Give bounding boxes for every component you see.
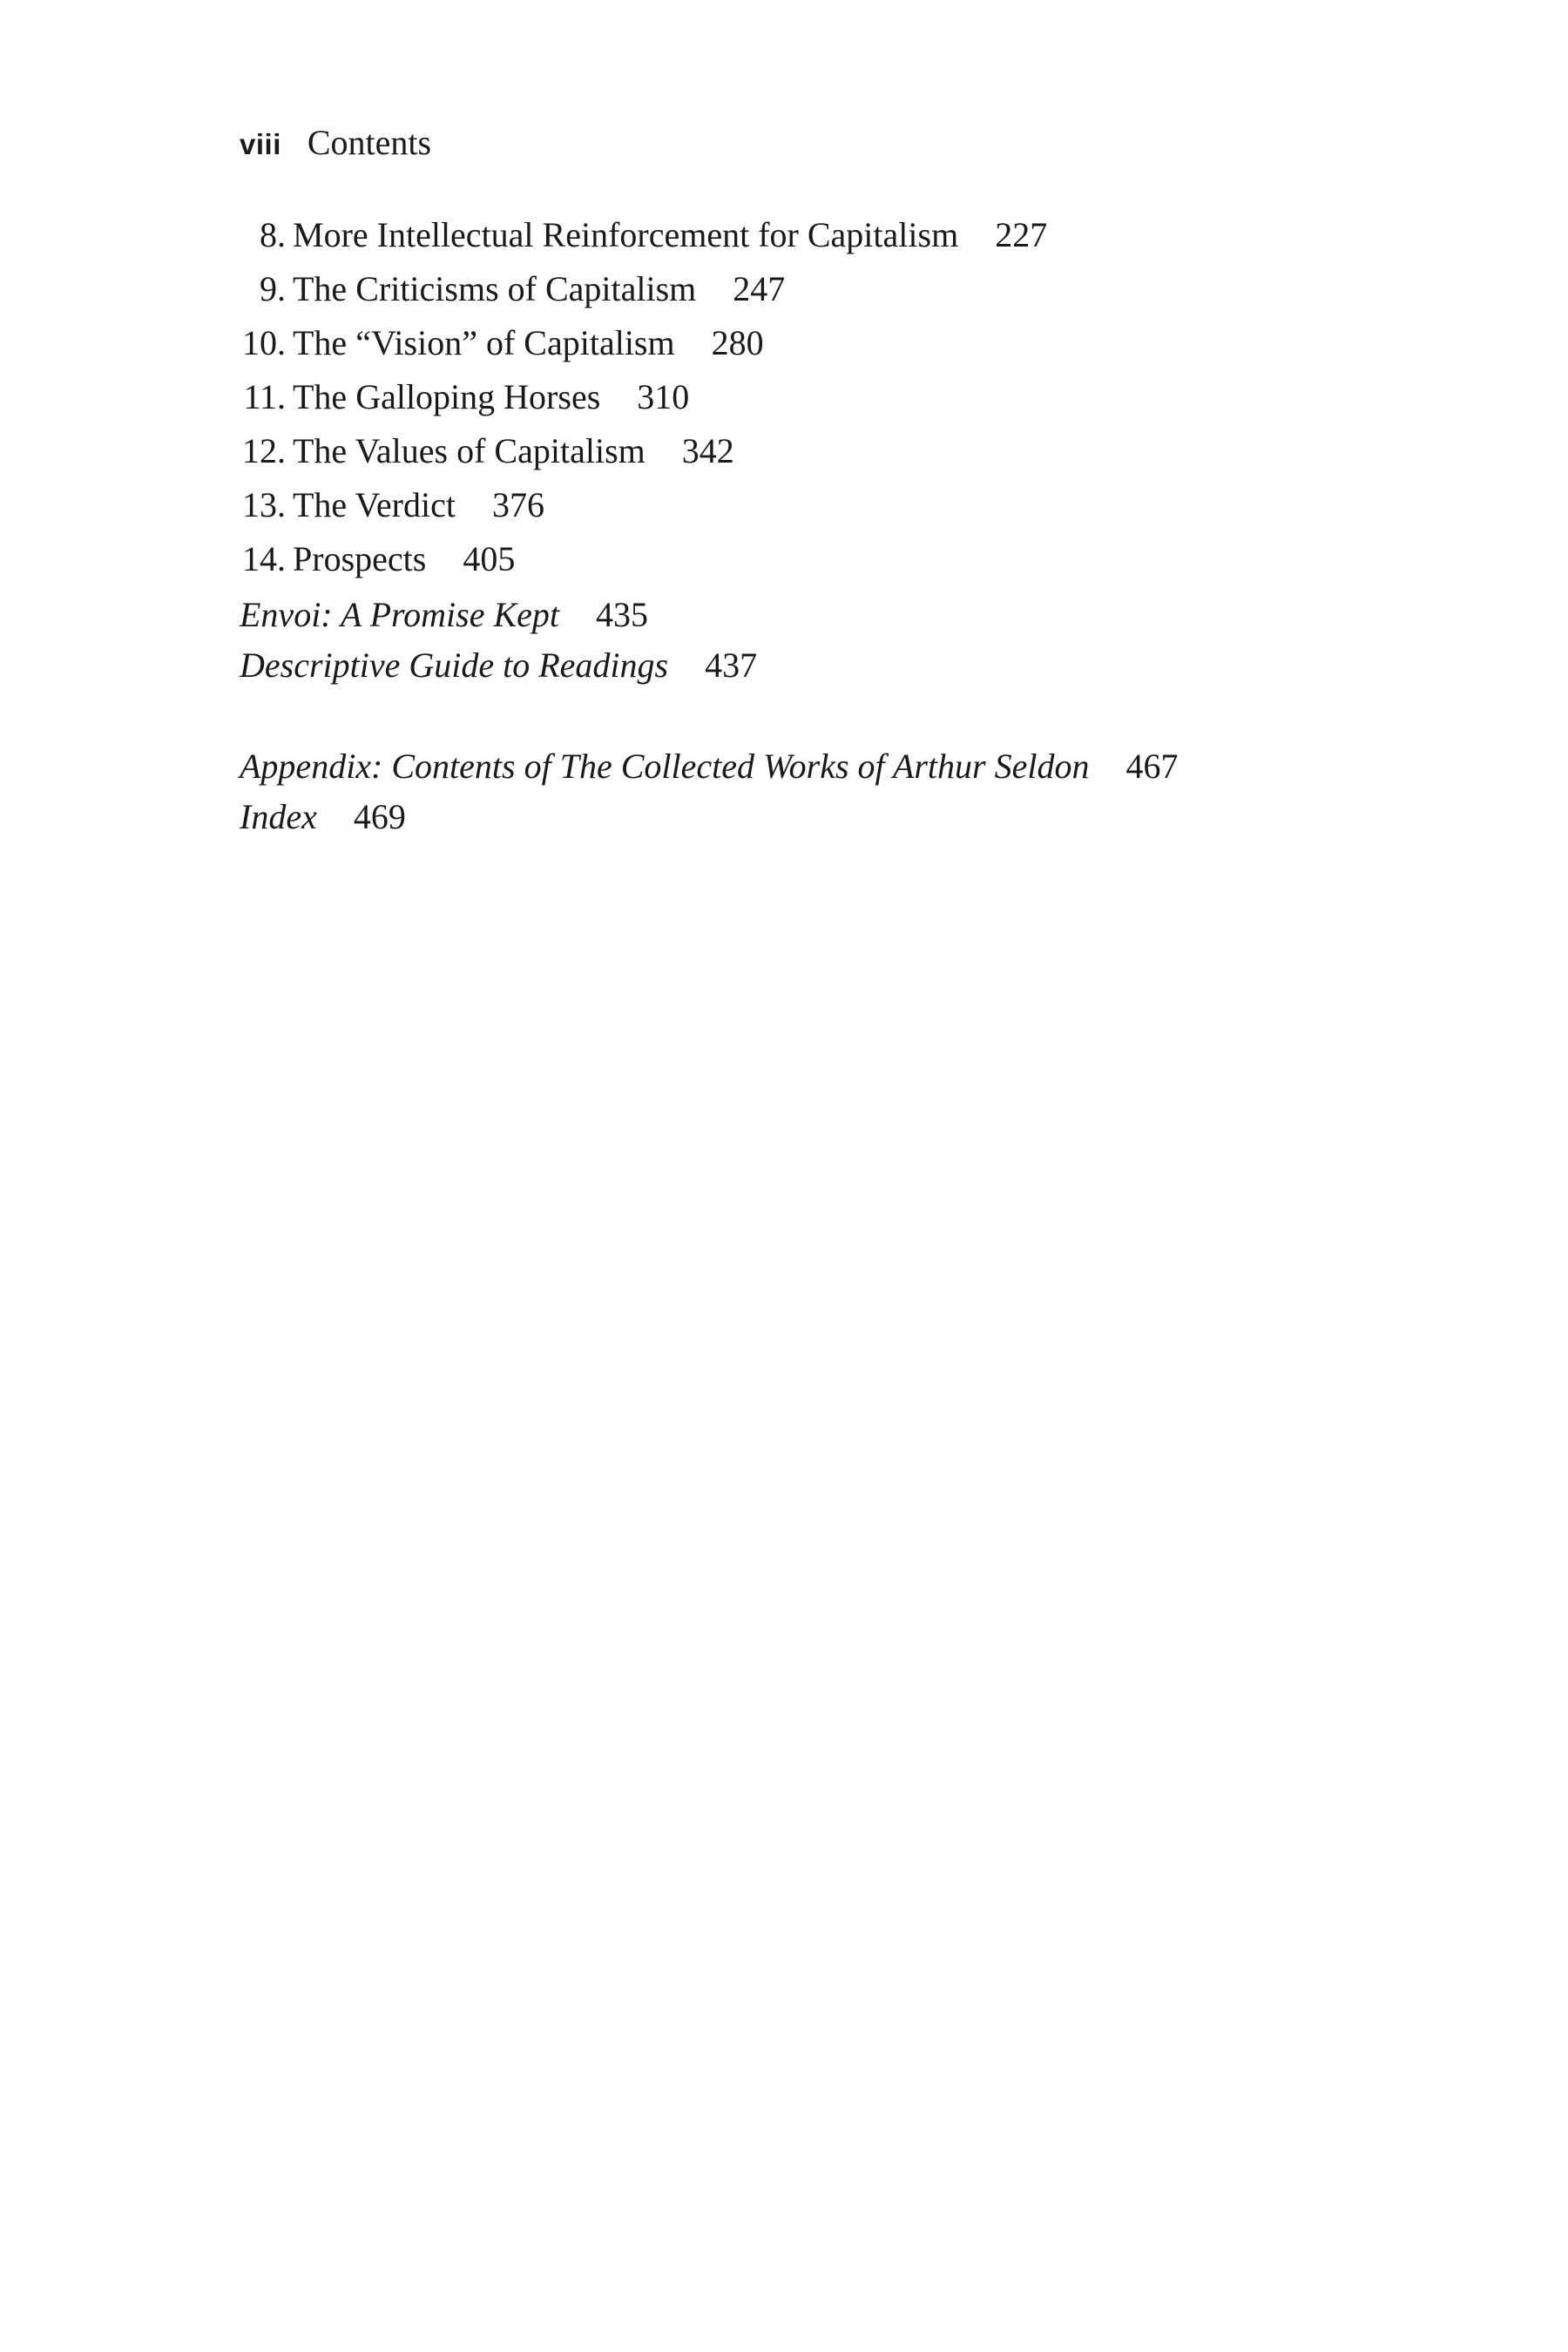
back-matter-title: Index <box>240 797 317 836</box>
contents-entry-chapter-14 <box>240 537 515 581</box>
back-matter-title: Appendix: Contents of The Collected Works of Arthur Seldon <box>240 747 1090 786</box>
chapter-title: The Verdict <box>293 485 456 524</box>
chapter-number: 8. <box>260 215 286 254</box>
page-folio: viii <box>240 128 281 160</box>
contents-entry-chapter-13 <box>240 483 544 527</box>
chapter-number: 9. <box>260 269 286 308</box>
chapter-number: 12. <box>242 431 286 470</box>
running-head <box>240 122 431 166</box>
contents-entry-readings-guide <box>240 644 757 687</box>
chapter-title: More Intellectual Reinforcement for Capitalism <box>293 215 959 254</box>
contents-entry-envoi <box>240 593 648 637</box>
page-number: 342 <box>681 431 734 470</box>
chapter-title: The Galloping Horses <box>293 377 601 416</box>
contents-entry-appendix <box>240 745 1178 788</box>
contents-entry-chapter-9 <box>240 267 785 311</box>
contents-entry-chapter-12 <box>240 429 734 473</box>
chapter-title: The Values of Capitalism <box>293 431 645 470</box>
page-number: 405 <box>463 539 516 578</box>
page-number: 467 <box>1125 747 1179 786</box>
page-number: 469 <box>353 797 406 836</box>
chapter-title: The Criticisms of Capitalism <box>293 269 697 308</box>
contents-entry-chapter-8 <box>240 213 1047 257</box>
back-matter-title: Descriptive Guide to Readings <box>240 645 669 685</box>
page-number: 376 <box>491 485 544 524</box>
page-number: 437 <box>705 645 758 685</box>
chapter-number: 13. <box>242 485 286 524</box>
page-number: 247 <box>733 269 786 308</box>
back-matter-title: Envoi: A Promise Kept <box>240 595 559 634</box>
page-number: 227 <box>995 215 1048 254</box>
contents-entry-index <box>240 795 406 839</box>
chapter-number: 14. <box>242 539 286 578</box>
section-title: Contents <box>307 123 432 162</box>
contents-entry-chapter-11 <box>240 375 689 419</box>
chapter-number: 11. <box>243 377 286 416</box>
page-number: 435 <box>596 595 648 634</box>
contents-entry-chapter-10 <box>240 321 764 365</box>
page-number: 310 <box>637 377 690 416</box>
page-number: 280 <box>711 323 764 362</box>
chapter-title: Prospects <box>293 539 427 578</box>
chapter-title: The “Vision” of Capitalism <box>293 323 675 362</box>
chapter-number: 10. <box>242 323 286 362</box>
